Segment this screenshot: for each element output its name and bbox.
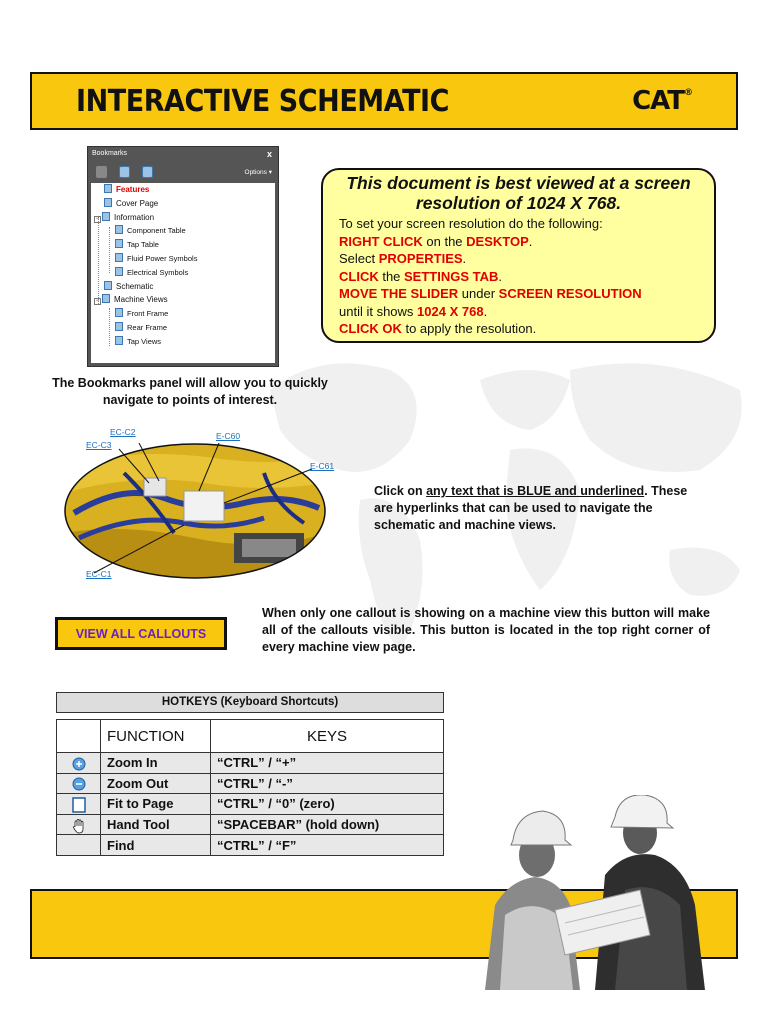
header-bar <box>30 72 738 130</box>
logo-text: CAT <box>632 86 684 116</box>
function-cell: Hand Tool <box>101 814 211 835</box>
keys-cell: “CTRL” / “0” (zero) <box>211 794 444 815</box>
bookmark-tap-views[interactable]: Tap Views <box>115 336 161 347</box>
bookmarks-caption: The Bookmarks panel will allow you to quickly navigate to points of interest. <box>52 376 328 407</box>
callout-ec-c3[interactable]: EC-C3 <box>86 440 112 450</box>
bookmarks-panel-title: Bookmarks <box>92 150 128 157</box>
bookmark-cover-page[interactable]: Cover Page <box>104 198 158 209</box>
bookmark-fluid-power-symbols[interactable]: Fluid Power Symbols <box>115 253 197 264</box>
options-label: Options <box>244 169 267 176</box>
table-row <box>57 835 444 856</box>
callout-e-c61[interactable]: E-C61 <box>310 461 335 471</box>
function-cell: Zoom Out <box>101 773 211 794</box>
resolution-info-box <box>321 168 716 343</box>
info-step-4: MOVE THE SLIDER under SCREEN RESOLUTION <box>339 286 642 301</box>
callout-e-c60[interactable]: E-C60 <box>216 431 241 441</box>
keys-cell: “SPACEBAR” (hold down) <box>211 814 444 835</box>
callout-ec-c2[interactable]: EC-C2 <box>110 427 136 437</box>
zoom-in-icon <box>72 757 86 771</box>
info-step-1: RIGHT CLICK on the DESKTOP. <box>339 233 533 249</box>
info-step-5: until it shows 1024 X 768. <box>339 303 488 319</box>
machine-harness-image <box>64 443 326 579</box>
bookmark-properties-icon[interactable] <box>142 166 153 178</box>
header-function: FUNCTION <box>101 720 211 753</box>
bookmark-machine-views[interactable]: − Machine Views <box>95 295 168 304</box>
bookmark-tap-table[interactable]: Tap Table <box>115 239 159 250</box>
keys-cell: “CTRL” / “-” <box>211 773 444 794</box>
info-step-2: Select PROPERTIES. <box>339 251 467 266</box>
bookmarks-toolbar <box>92 164 274 182</box>
function-cell: Zoom In <box>101 753 211 774</box>
registered-mark: ® <box>684 88 692 98</box>
zoom-out-icon <box>72 777 86 791</box>
bookmarks-panel <box>87 146 279 367</box>
table-row <box>57 773 444 794</box>
bookmark-information[interactable]: − Information <box>95 213 155 222</box>
info-heading: This document is best viewed at a screen resolution of 1024 X 768. <box>346 173 691 213</box>
table-row <box>57 753 444 774</box>
info-step-6: CLICK OK to apply the resolution. <box>339 321 537 336</box>
function-cell: Find <box>101 835 211 856</box>
view-all-callouts-button[interactable] <box>55 617 227 650</box>
info-instructions <box>339 215 642 338</box>
hotkeys-title: HOTKEYS (Keyboard Shortcuts) <box>56 692 444 713</box>
close-icon[interactable]: x <box>266 149 272 159</box>
bookmark-electrical-symbols[interactable]: Electrical Symbols <box>115 267 188 278</box>
hotkeys-table <box>56 719 444 856</box>
hyperlink-note: Click on any text that is BLUE and underlined. These are hyperlinks that can be used to navigate the schematic and machine views. <box>374 484 688 532</box>
info-step-3: CLICK the SETTINGS TAB. <box>339 268 503 284</box>
header-icon-cell <box>57 720 101 753</box>
page-title: INTERACTIVE SCHEMATIC <box>76 84 450 119</box>
cat-logo <box>632 86 692 116</box>
header-keys: KEYS <box>211 720 444 753</box>
hotkeys-header-row <box>57 720 444 753</box>
function-cell: Fit to Page <box>101 794 211 815</box>
keys-cell: “CTRL” / “F” <box>211 835 444 856</box>
trash-icon[interactable] <box>96 166 107 178</box>
bookmark-rear-frame[interactable]: Rear Frame <box>115 322 167 333</box>
table-row <box>57 814 444 835</box>
options-menu[interactable]: Options ▾ <box>244 169 272 176</box>
bookmark-component-table[interactable]: Component Table <box>115 225 186 236</box>
view-all-description: When only one callout is showing on a machine view this button will make all of the callouts visible. This button is located in the top right corner of every machine view page. <box>262 606 710 654</box>
bookmarks-list <box>91 183 275 363</box>
bookmark-schematic[interactable]: Schematic <box>104 281 153 292</box>
table-row <box>57 794 444 815</box>
callout-ec-c1[interactable]: EC-C1 <box>86 569 112 579</box>
workers-photo <box>455 795 715 990</box>
info-intro: To set your screen resolution do the following: <box>339 216 603 231</box>
fit-page-icon <box>72 797 86 813</box>
new-bookmark-icon[interactable] <box>119 166 130 178</box>
bookmark-features[interactable]: Features <box>104 184 149 195</box>
hand-tool-icon <box>71 818 87 834</box>
view-all-callouts-label: VIEW ALL CALLOUTS <box>75 626 207 641</box>
bookmark-front-frame[interactable]: Front Frame <box>115 308 168 319</box>
keys-cell: “CTRL” / “+” <box>211 753 444 774</box>
